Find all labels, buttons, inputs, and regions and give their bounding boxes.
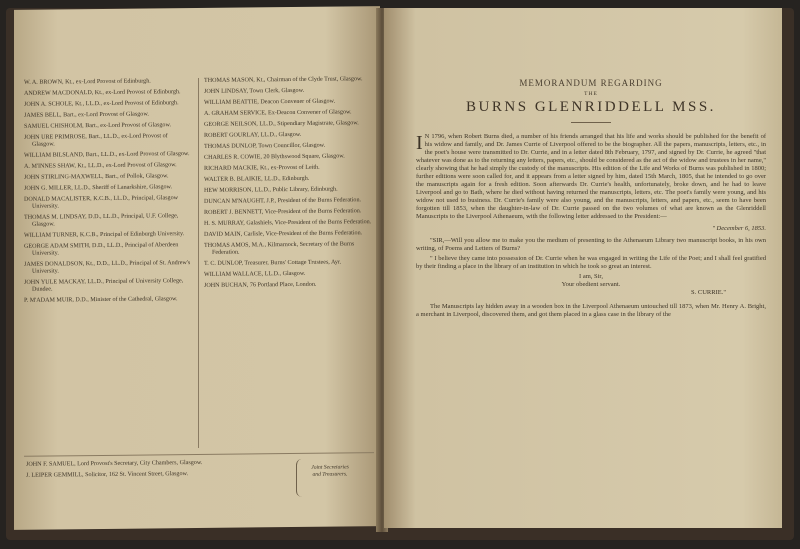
committee-entry: WILLIAM BEATTIE, Deacon Convener of Glasgow.: [204, 98, 336, 106]
committee-entry: ROBERT GOURLAY, LL.D., Glasgow.: [204, 131, 302, 139]
committee-entry: DONALD MACALISTER, K.C.B., LL.D., Principal, Glasgow University.: [24, 195, 179, 210]
committee-entry: THOMAS DUNLOP, Town Councillor, Glasgow.: [204, 142, 326, 150]
committee-entry: JOHN STIRLING-MAXWELL, Bart., of Pollok, Glasgow.: [24, 173, 169, 181]
committee-column-2: [204, 76, 376, 294]
committee-entry: DAVID MAIN, Carlisle, Vice-President of the Burns Federation.: [204, 230, 363, 238]
committee-entry: WALTER B. BLAIKIE, LL.D., Edinburgh.: [204, 175, 310, 183]
committee-entry: HEW MORRISON, LL.D., Public Library, Edinburgh.: [204, 186, 338, 194]
letter-paragraph-2: " I believe they came into possession of Dr. Currie when he was engaged in writing the Life of the Poet; and I shall feel gratified by their finding a place in the library of an institution in which he took so great an interest.: [416, 255, 766, 270]
committee-entry: A. GRAHAM SERVICE, Ex-Deacon Convener of Glasgow.: [204, 109, 352, 117]
committee-entry: P. M'ADAM MUIR, D.D., Minister of the Cathedral, Glasgow.: [24, 296, 178, 305]
secretary-entry: J. LEIPER GEMMILL, Solicitor, 162 St. Vincent Street, Glasgow.: [26, 471, 189, 479]
committee-entry: ROBERT J. BENNETT, Vice-President of the Burns Federation.: [204, 208, 362, 216]
committee-entry: WILLIAM BILSLAND, Bart., LL.D., ex-Lord Provost of Glasgow.: [24, 151, 190, 159]
memorandum: [416, 78, 766, 321]
committee-entry: JOHN BUCHAN, 76 Portland Place, London.: [204, 281, 317, 289]
secretaries-divider: [24, 452, 374, 457]
drop-cap: I: [416, 132, 423, 154]
committee-entry: SAMUEL CHISHOLM, Bart., ex-Lord Provost of Glasgow.: [24, 122, 171, 130]
committee-entry: JAMES DONALDSON, Kt., D.D., LL.D., Principal of St. Andrew's University.: [24, 260, 191, 275]
committee-entry: ANDREW MACDONALD, Kt., ex-Lord Provost of Edinburgh.: [24, 89, 181, 97]
committee-column-1: [24, 78, 192, 309]
committee-entry: JOHN URE PRIMROSE, Bart., LL.D., ex-Lord Provost of Glasgow.: [24, 133, 168, 148]
secretary-entry: JOHN F. SAMUEL, Lord Provost's Secretary, City Chambers, Glasgow.: [26, 459, 203, 468]
right-page: [384, 8, 782, 528]
committee-entry: DUNCAN M'NAUGHT, J.P., President of the Burns Federation.: [204, 197, 362, 205]
committee-entry: A. M'INNES SHAW, Kt., LL.D., ex-Lord Provost of Glasgow.: [24, 162, 177, 170]
letter-closing-2: Your obedient servant.: [561, 281, 621, 288]
committee-entry: JOHN LINDSAY, Town Clerk, Glasgow.: [204, 87, 305, 95]
letter-signature: S. CURRIE.": [691, 289, 726, 296]
letter-paragraph-1: "SIR,—Will you allow me to make you the medium of presenting to the Athenaeum Library two manuscript books, in his own writing, of Poems and Letters of Burns?: [416, 237, 766, 252]
committee-entry: JOHN G. MILLER, LL.D., Sheriff of Lanarkshire, Glasgow.: [24, 184, 173, 192]
committee-entry: W. A. BROWN, Kt., ex-Lord Provost of Edinburgh.: [24, 78, 151, 86]
memo-paragraph-2: The Manuscripts lay hidden away in a wooden box in the Liverpool Athenaeum untouched till 1873, when Mr. Henry A. Bright, a merchant in Liverpool, discovered them, and got them placed in a glass case in the library of the: [416, 303, 766, 318]
secretaries-list: [26, 459, 298, 484]
committee-entry: JOHN YULE MACKAY, LL.D., Principal of University College, Dundee.: [24, 278, 184, 294]
committee-entry: THOMAS AMOS, M.A., Kilmarnock, Secretary of the Burns Federation.: [204, 241, 355, 256]
title-rule: [571, 122, 611, 123]
memo-heading: MEMORANDUM REGARDING: [519, 78, 663, 88]
committee-entry: WILLIAM TURNER, K.C.B., Principal of Edinburgh University.: [24, 231, 185, 239]
committee-entry: THOMAS M. LINDSAY, D.D., LL.D., Principal, U.F. College, Glasgow.: [24, 213, 179, 228]
memo-title: BURNS GLENRIDDELL MSS.: [466, 99, 716, 115]
committee-entry: WILLIAM WALLACE, LL.D., Glasgow.: [204, 270, 306, 278]
committee-entry: THOMAS MASON, Kt., Chairman of the Clyde Trust, Glasgow.: [204, 76, 363, 84]
committee-entry: JAMES BELL, Bart., ex-Lord Provost of Glasgow.: [24, 111, 149, 119]
committee-entry: JOHN A. SCHOLE, Kt., LL.D., ex-Lord Provost of Edinburgh.: [24, 100, 179, 108]
committee-entry: CHARLES R. COWIE, 20 Blythswood Square, Glasgow.: [204, 153, 345, 161]
brace-bracket: [296, 459, 307, 497]
memo-the: THE: [584, 91, 598, 97]
column-divider: [198, 78, 199, 448]
committee-entry: GEORGE NEILSON, LL.D., Stipendiary Magistrate, Glasgow.: [204, 120, 359, 128]
left-page: [14, 6, 380, 530]
letter-date: " December 6, 1853.: [712, 225, 766, 232]
joint-secretaries-label: Joint Secretaries and Treasurers.: [311, 464, 349, 478]
committee-entry: T. C. DUNLOP, Treasurer, Burns' Cottage Trustees, Ayr.: [204, 259, 342, 267]
paragraph-1-text: N 1796, when Robert Burns died, a number of his friends arranged that his life and works should be published for the benefit of his widow and family, and Dr. James Currie of Liverpool offered to be the biographer. All the papers, manuscripts, letters, etc., in the poet's house were transmitted to Dr. Currie, and in a letter dated 8th February, 1797, and signed by Dr. Currie, he agreed "that whatever was done as to the returning any letters, papers, etc., should be considered as the act of the widow and trustees in her name," clearly showing that he had simply the custody of the manuscripts. His edition of the Life and Works of Burns was published in 1800; further editions were soon called for, and it appears from a letter signed by him, dated 15th March, 1805, that he intended to go over the manuscripts again for a fresh edition. Soon afterwards Dr. Currie's health, unfortunately, broke down, and he had to leave Liverpool and go to Bath, where he died without having returned the manuscripts, letters, etc. The poet's family were young, and his widow not used to business. Dr. Currie's family were also young, and the manuscripts, letters, and papers, etc., seem to have been forgotten till 1853, when the daughter-in-law of Dr. Currie passed on the two volumes of what are known as the Glenriddell Manuscripts to the Liverpool Athenaeum, with the following letter addressed to the President:—: [416, 133, 766, 220]
memo-paragraph-1: [416, 133, 766, 221]
letter-closing-1: I am, Sir,: [579, 273, 603, 280]
committee-entry: GEORGE ADAM SMITH, D.D., LL.D., Principal of Aberdeen University.: [24, 242, 179, 257]
committee-entry: H. S. MURRAY, Galashiels, Vice-President of the Burns Federation.: [204, 218, 372, 227]
committee-entry: RICHARD MACKIE, Kt., ex-Provost of Leith.: [204, 164, 320, 172]
